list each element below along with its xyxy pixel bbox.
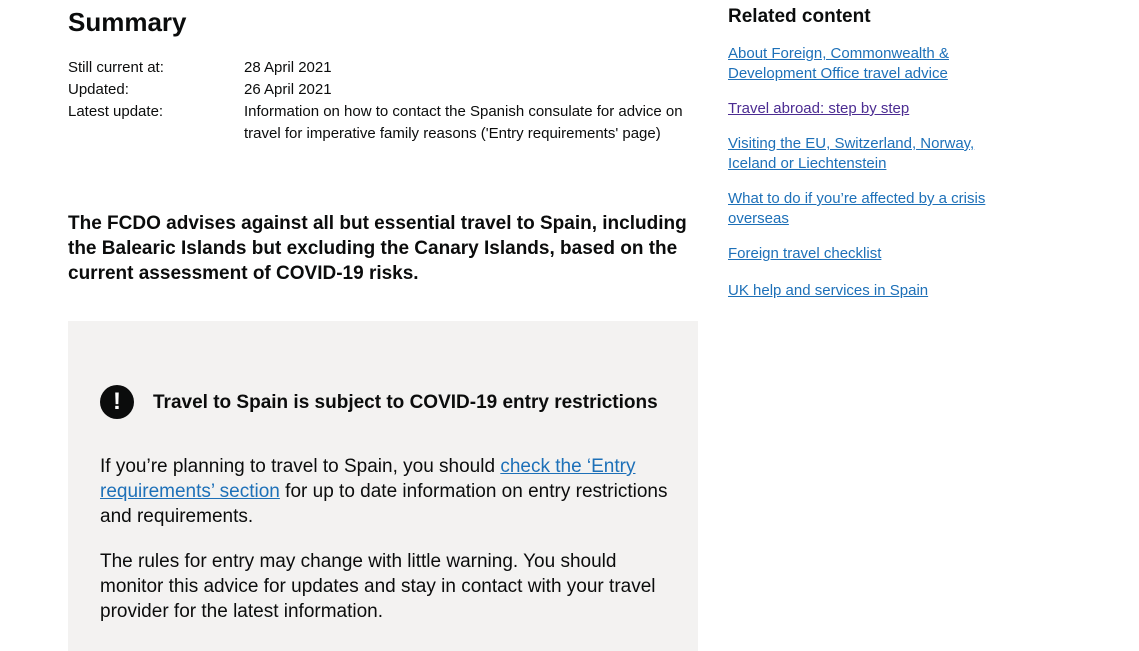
meta-value: 28 April 2021 xyxy=(244,59,332,76)
summary-title: Summary xyxy=(68,7,187,37)
meta-row-latest-update xyxy=(68,101,698,145)
para-text: for up to date information on entry restrictions and requirements. xyxy=(100,481,668,527)
related-content-title: Related content xyxy=(728,6,871,27)
warning-heading: Travel to Spain is subject to COVID-19 entry restrictions xyxy=(153,391,658,413)
related-link-travel-abroad[interactable]: Travel abroad: step by step xyxy=(728,100,910,117)
meta-label: Updated: xyxy=(68,81,129,98)
related-link-uk-help-spain[interactable]: UK help and services in Spain xyxy=(728,282,929,299)
lead-advisory: The FCDO advises against all but essential travel to Spain, including the Balearic Islands but excluding the Canary Islands, based on the current assessment of COVID-19 risks. xyxy=(68,213,687,284)
entry-requirements-paragraph xyxy=(100,454,670,529)
related-link-crisis-overseas[interactable]: What to do if you’re affected by a crisis overseas xyxy=(728,190,986,227)
entry-requirements-link[interactable]: check the ‘Entry requirements’ section xyxy=(100,456,636,502)
meta-label: Latest update: xyxy=(68,103,164,120)
meta-row-still-current xyxy=(68,57,698,79)
related-link-travel-checklist[interactable]: Foreign travel checklist xyxy=(728,245,882,262)
summary-metadata xyxy=(68,57,698,145)
exclamation-icon: ! xyxy=(100,385,134,419)
covid-warning-callout xyxy=(68,321,698,651)
meta-value: Information on how to contact the Spanish consulate for advice on travel for imperative family reasons ('Entry requirements' page) xyxy=(244,103,683,142)
meta-label: Still current at: xyxy=(68,59,164,76)
meta-row-updated xyxy=(68,79,698,101)
para-text: If you’re planning to travel to Spain, you should xyxy=(100,456,501,477)
related-link-fcdo-travel-advice[interactable]: About Foreign, Commonwealth & Development Office travel advice xyxy=(728,45,949,82)
rules-paragraph: The rules for entry may change with little warning. You should monitor this advice for updates and stay in contact with your travel provider for the latest information. xyxy=(100,551,656,622)
related-link-visiting-eu[interactable]: Visiting the EU, Switzerland, Norway, Iceland or Liechtenstein xyxy=(728,135,975,172)
meta-value: 26 April 2021 xyxy=(244,81,332,98)
warning-heading-row xyxy=(100,385,658,419)
